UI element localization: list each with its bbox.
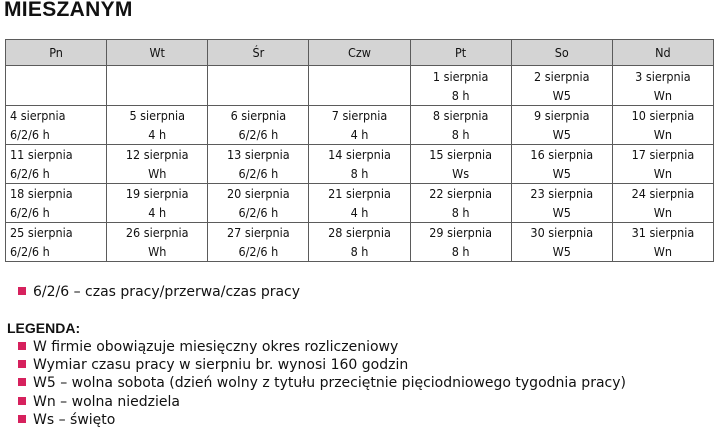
bullet-icon [18,415,26,423]
day-hours: 4 h [148,205,167,220]
day-cell [511,106,612,145]
day-cell [410,145,511,184]
day-hours: 6/2/6 h [10,205,50,220]
day-cell [208,145,309,184]
day-date: 18 sierpnia [10,186,73,201]
day-hours: 8 h [350,244,369,259]
day-hours: 6/2/6 h [238,127,279,142]
day-date: 13 sierpnia [227,147,290,162]
day-cell [612,184,713,223]
day-cell [410,106,511,145]
day-cell [208,184,309,223]
page-title: MIESZANYM [4,0,133,21]
day-cell [612,66,713,106]
day-cell [6,223,107,262]
day-cell [511,145,612,184]
legend-item [18,375,626,391]
bullet-icon [18,360,26,368]
day-cell [208,106,309,145]
day-date: 6 sierpnia [230,108,287,123]
day-date: 4 sierpnia [10,108,66,123]
day-date: 14 sierpnia [328,147,391,162]
day-cell [309,145,410,184]
bullet-icon [18,397,26,405]
table-row [6,223,714,262]
day-cell [410,223,511,262]
day-cell [511,66,612,106]
day-hours: 4 h [350,127,369,142]
day-date: 31 sierpnia [631,225,695,240]
day-cell [309,106,410,145]
table-row [6,184,714,223]
day-hours: 6/2/6 h [238,205,279,220]
bullet-icon [18,287,26,295]
day-date: 28 sierpnia [328,225,391,240]
day-hours: W5 [552,244,571,259]
day-cell [511,184,612,223]
legend-item [18,394,180,410]
day-hours: 6/2/6 h [10,127,50,142]
day-hours: Wn [653,166,673,181]
day-hours: 4 h [350,205,369,220]
day-date: 3 sierpnia [635,68,691,84]
day-date: 26 sierpnia [125,225,189,240]
day-hours: 8 h [451,127,470,142]
day-cell [208,223,309,262]
day-date: 10 sierpnia [631,108,695,123]
day-cell [612,145,713,184]
day-cell [511,223,612,262]
day-hours: 6/2/6 h [238,244,279,259]
legend-item-text: Wn – wolna niedziela [33,394,181,410]
day-hours: 6/2/6 h [10,244,50,259]
day-cell [6,66,107,106]
day-hours: Wh [148,166,167,181]
day-hours: Wh [148,244,167,259]
legend-item-text: Ws – święto [33,412,116,428]
day-cell [107,184,208,223]
day-cell [6,106,107,145]
day-hours: 6/2/6 h [10,166,50,181]
bullet-icon [18,342,26,350]
day-date: 29 sierpnia [429,225,492,240]
header-friday: Pt [410,40,511,66]
day-date: 5 sierpnia [129,108,185,123]
legend-item [18,339,398,355]
day-hours: 8 h [451,244,470,259]
day-cell [208,66,309,106]
time-format-note [18,284,300,300]
day-date: 7 sierpnia [331,108,388,123]
day-date: 30 sierpnia [530,225,594,240]
day-cell [6,145,107,184]
day-hours: Wn [653,87,673,103]
day-date: 16 sierpnia [530,147,594,162]
day-cell [309,184,410,223]
table-row [6,106,714,145]
day-hours: 8 h [451,87,470,103]
day-hours: Wn [653,205,673,220]
header-wednesday: Śr [208,40,309,66]
day-date: 22 sierpnia [429,186,492,201]
day-cell [612,223,713,262]
day-date: 27 sierpnia [227,225,290,240]
day-hours: 4 h [148,127,167,142]
day-hours: W5 [552,205,571,220]
legend-title: LEGENDA: [7,320,81,336]
day-hours: W5 [552,87,571,103]
day-hours: 6/2/6 h [238,166,279,181]
day-date: 25 sierpnia [10,225,73,240]
day-cell [107,106,208,145]
day-date: 1 sierpnia [432,68,489,84]
legend-item [18,412,115,428]
legend-item-text: W firmie obowiązuje miesięczny okres rozliczeniowy [33,339,399,355]
day-date: 23 sierpnia [530,186,594,201]
day-date: 15 sierpnia [429,147,492,162]
day-date: 8 sierpnia [432,108,489,123]
day-date: 11 sierpnia [10,147,73,162]
day-hours: W5 [552,127,571,142]
day-date: 9 sierpnia [534,108,590,123]
header-monday: Pn [6,40,107,66]
day-date: 2 sierpnia [534,68,590,84]
day-hours: Ws [452,166,470,181]
legend-item [18,357,408,373]
day-hours: 8 h [451,205,470,220]
day-cell [410,66,511,106]
day-cell [107,66,208,106]
day-cell [309,223,410,262]
day-date: 20 sierpnia [227,186,290,201]
day-cell [309,66,410,106]
table-header-row [6,40,714,66]
day-date: 17 sierpnia [631,147,695,162]
bullet-icon [18,378,26,386]
day-date: 19 sierpnia [125,186,189,201]
header-thursday: Czw [309,40,410,66]
day-date: 24 sierpnia [631,186,695,201]
day-cell [612,106,713,145]
table-row [6,145,714,184]
day-date: 12 sierpnia [125,147,189,162]
day-cell [6,184,107,223]
note-text: 6/2/6 – czas pracy/przerwa/czas pracy [33,284,301,300]
day-hours: Wn [653,244,673,259]
day-cell [410,184,511,223]
header-saturday: So [511,40,612,66]
legend-item-text: Wymiar czasu pracy w sierpniu br. wynosi 160 godzin [33,357,409,373]
day-date: 21 sierpnia [328,186,391,201]
header-tuesday: Wt [107,40,208,66]
day-cell [107,145,208,184]
day-hours: W5 [552,166,571,181]
day-cell [107,223,208,262]
legend-item-text: W5 – wolna sobota (dzień wolny z tytułu przeciętnie pięciodniowego tygodnia pracy) [33,375,626,391]
schedule-table [5,39,714,262]
day-hours: Wn [653,127,673,142]
day-hours: 8 h [350,166,369,181]
header-sunday: Nd [612,40,713,66]
table-row [6,66,714,106]
